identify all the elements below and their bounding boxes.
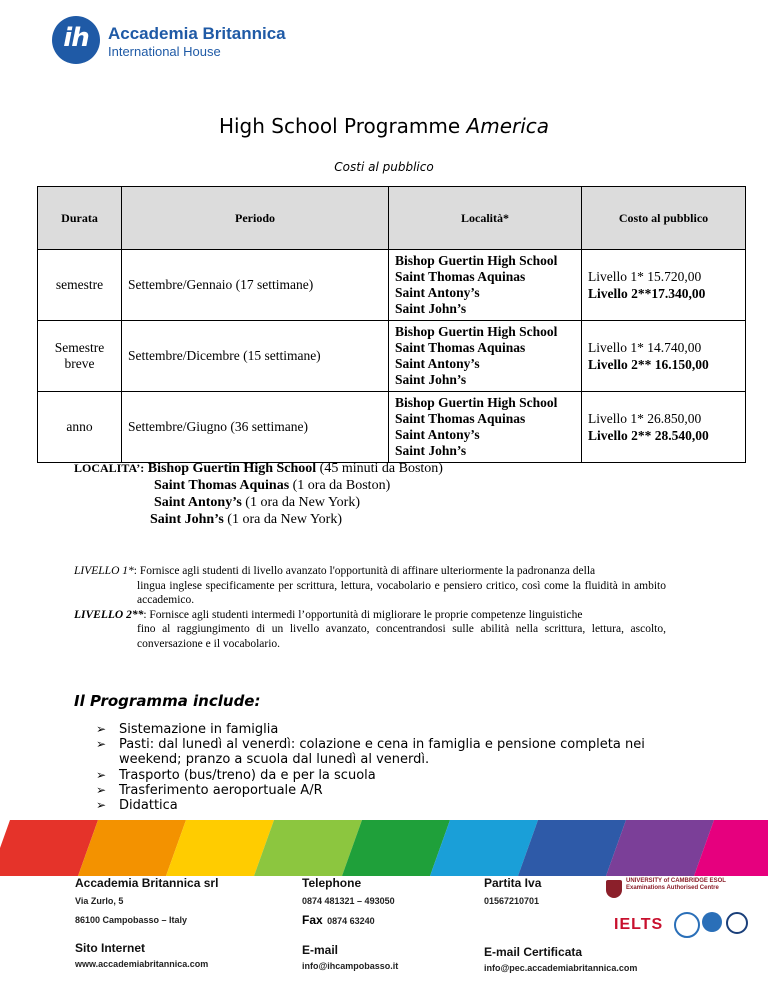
cost-level-2-text: Livello 2** 16.150,00 xyxy=(588,357,709,372)
level-2-text-a: : Fornisce agli studenti intermedi l’opportunità di migliorare le proprie competenze linguistiche xyxy=(143,608,583,621)
footer xyxy=(0,876,768,994)
list-item xyxy=(96,768,656,783)
school-name: Saint John’s xyxy=(395,301,467,317)
vat-number: 01567210701 xyxy=(484,896,540,906)
fax-number: 0874 63240 xyxy=(327,916,375,926)
location-line xyxy=(74,477,443,494)
pec-label: E-mail Certificata xyxy=(484,945,583,959)
level-1-paragraph xyxy=(74,564,666,608)
location-line xyxy=(74,511,443,528)
logo-mark-text: ih xyxy=(63,23,89,53)
school-name: Saint Thomas Aquinas xyxy=(395,268,526,284)
include-list xyxy=(96,722,656,813)
location-note: (1 ora da New York) xyxy=(223,512,342,527)
school-name: Saint Antony’s xyxy=(395,356,480,371)
badge-icon xyxy=(674,912,700,938)
cell-periodo: Settembre/Giugno (36 settimane) xyxy=(122,392,389,463)
cell-periodo: Settembre/Dicembre (15 settimane) xyxy=(122,321,389,392)
include-title: Il Programma include: xyxy=(74,692,261,710)
list-item-text: Trasporto (bus/treno) da e per la scuola xyxy=(119,767,376,783)
arrow-bullet-icon: ➢ xyxy=(96,798,107,813)
cell-costo xyxy=(582,392,746,463)
location-line xyxy=(74,460,443,477)
location-name: Bishop Guertin High School xyxy=(147,461,317,476)
website-label: Sito Internet xyxy=(75,941,146,955)
locations-block xyxy=(74,460,443,528)
email-label: E-mail xyxy=(302,943,339,957)
vat-label: Partita Iva xyxy=(484,876,542,890)
school-name: Bishop Guertin High School xyxy=(395,394,558,410)
cell-periodo: Settembre/Gennaio (17 settimane) xyxy=(122,250,389,321)
address-line-1: Via Zurlo, 5 xyxy=(75,896,124,906)
school-name: Saint John’s xyxy=(395,372,467,388)
title-emphasis: America xyxy=(466,114,550,138)
email-link[interactable]: info@ihcampobasso.it xyxy=(302,961,399,971)
title-main: High School Programme xyxy=(218,114,467,138)
table-header-row xyxy=(38,187,746,250)
table-row xyxy=(38,321,746,392)
level-1-label: LIVELLO 1* xyxy=(74,565,134,577)
school-name: Saint Thomas Aquinas xyxy=(395,339,526,355)
decorative-stripes xyxy=(0,820,768,876)
location-note: (1 ora da New York) xyxy=(241,495,360,510)
location-note: (45 minuti da Boston) xyxy=(316,461,443,476)
arrow-bullet-icon: ➢ xyxy=(96,782,107,797)
arrow-bullet-icon: ➢ xyxy=(96,737,107,752)
cost-level-1: Livello 1* 14.740,00 xyxy=(588,340,702,355)
cost-level-2-text: Livello 2**17.340,00 xyxy=(588,286,706,301)
cell-costo xyxy=(582,321,746,392)
page-subtitle: Costi al pubblico xyxy=(334,160,434,174)
location-name: Saint Antony’s xyxy=(154,495,242,510)
level-1-text-b: lingua inglese specificamente per scrittura, lettura, vocabolario e pensiero critico, così come la fluidità in ambito accademico. xyxy=(137,579,666,606)
cell-durata: anno xyxy=(38,392,122,463)
level-1-text-a: : Fornisce agli studenti di livello avanzato l'opportunità di affinare ulteriormente la padronanza della xyxy=(133,565,596,577)
cambridge-crest-icon xyxy=(606,880,622,898)
address-line-2: 86100 Campobasso – Italy xyxy=(75,915,188,925)
telephone-number: 0874 481321 – 493050 xyxy=(302,896,395,906)
cost-level-2 xyxy=(588,356,739,373)
cell-localita xyxy=(389,392,582,463)
header-localita: Località* xyxy=(389,187,582,250)
logo-name: Accademia Britannica xyxy=(108,24,286,43)
price-table xyxy=(37,186,746,463)
website-link[interactable]: www.accademiabritannica.com xyxy=(75,959,209,969)
list-item-text: Pasti: dal lunedì al venerdì: colazione e cena in famiglia e pensione completa nei weekend; pranzo a scuola dal lunedì al venerdì. xyxy=(119,737,645,768)
logo-subtitle: International House xyxy=(108,44,221,59)
list-item xyxy=(96,798,656,813)
list-item-text: Trasferimento aeroportuale A/R xyxy=(119,782,323,798)
pec-link[interactable]: info@pec.accademiabritannica.com xyxy=(484,963,638,973)
arrow-bullet-icon: ➢ xyxy=(96,767,107,782)
company-name: Accademia Britannica srl xyxy=(75,876,219,890)
locations-label: LOCALITA’: xyxy=(74,461,145,475)
school-name: Bishop Guertin High School xyxy=(395,252,558,268)
cell-durata: semestre xyxy=(38,250,122,321)
fax-line xyxy=(302,911,398,929)
badge-icon xyxy=(702,912,722,932)
level-2-label: LIVELLO 2** xyxy=(74,608,144,621)
location-line xyxy=(74,494,443,511)
cell-localita xyxy=(389,250,582,321)
cell-costo xyxy=(582,250,746,321)
cost-level-2-text: Livello 2** 28.540,00 xyxy=(588,428,709,443)
footer-contacts xyxy=(302,876,398,971)
badge-icon xyxy=(726,912,748,934)
cell-localita xyxy=(389,321,582,392)
list-item xyxy=(96,722,656,737)
list-item xyxy=(96,783,656,798)
cell-durata: Semestre breve xyxy=(38,321,122,392)
table-row xyxy=(38,392,746,463)
location-name: Saint John’s xyxy=(150,512,224,527)
page-title xyxy=(0,114,768,138)
level-2-text-b: fino al raggiungimento di un livello avanzato, concentrandosi sulle abilità nella scrittura, lettura, ascolto, conversazione e il vocabolario. xyxy=(137,623,666,650)
certification-logos xyxy=(606,878,746,948)
school-name: Saint John’s xyxy=(395,443,467,459)
levels-description xyxy=(74,564,666,651)
list-item xyxy=(96,737,656,767)
logo xyxy=(52,16,286,66)
arrow-bullet-icon: ➢ xyxy=(96,722,107,736)
list-item-text: Didattica xyxy=(119,798,178,814)
school-name: Saint Antony’s xyxy=(395,427,480,442)
school-name: Saint Thomas Aquinas xyxy=(395,410,526,426)
header-durata: Durata xyxy=(38,187,122,250)
fax-label: Fax xyxy=(302,913,323,927)
cost-level-1: Livello 1* 15.720,00 xyxy=(588,269,702,284)
location-note: (1 ora da Boston) xyxy=(289,478,391,493)
ielts-logo: IELTS xyxy=(614,916,664,933)
school-name: Saint Antony’s xyxy=(395,285,480,300)
cambridge-logo: UNIVERSITY of CAMBRIDGE ESOL Examinations Authorised Centre xyxy=(626,878,726,891)
logo-mark xyxy=(52,16,100,64)
cost-level-1: Livello 1* 26.850,00 xyxy=(588,411,702,426)
location-name: Saint Thomas Aquinas xyxy=(154,478,290,493)
level-2-paragraph xyxy=(74,608,666,652)
school-name: Bishop Guertin High School xyxy=(395,323,558,339)
table-row xyxy=(38,250,746,321)
telephone-label: Telephone xyxy=(302,876,362,890)
list-item-text: Sistemazione in famiglia xyxy=(119,722,279,737)
header-costo: Costo al pubblico xyxy=(582,187,746,250)
header-periodo: Periodo xyxy=(122,187,389,250)
cost-level-2 xyxy=(588,427,739,444)
cost-level-2 xyxy=(588,285,739,302)
footer-company xyxy=(75,876,218,969)
